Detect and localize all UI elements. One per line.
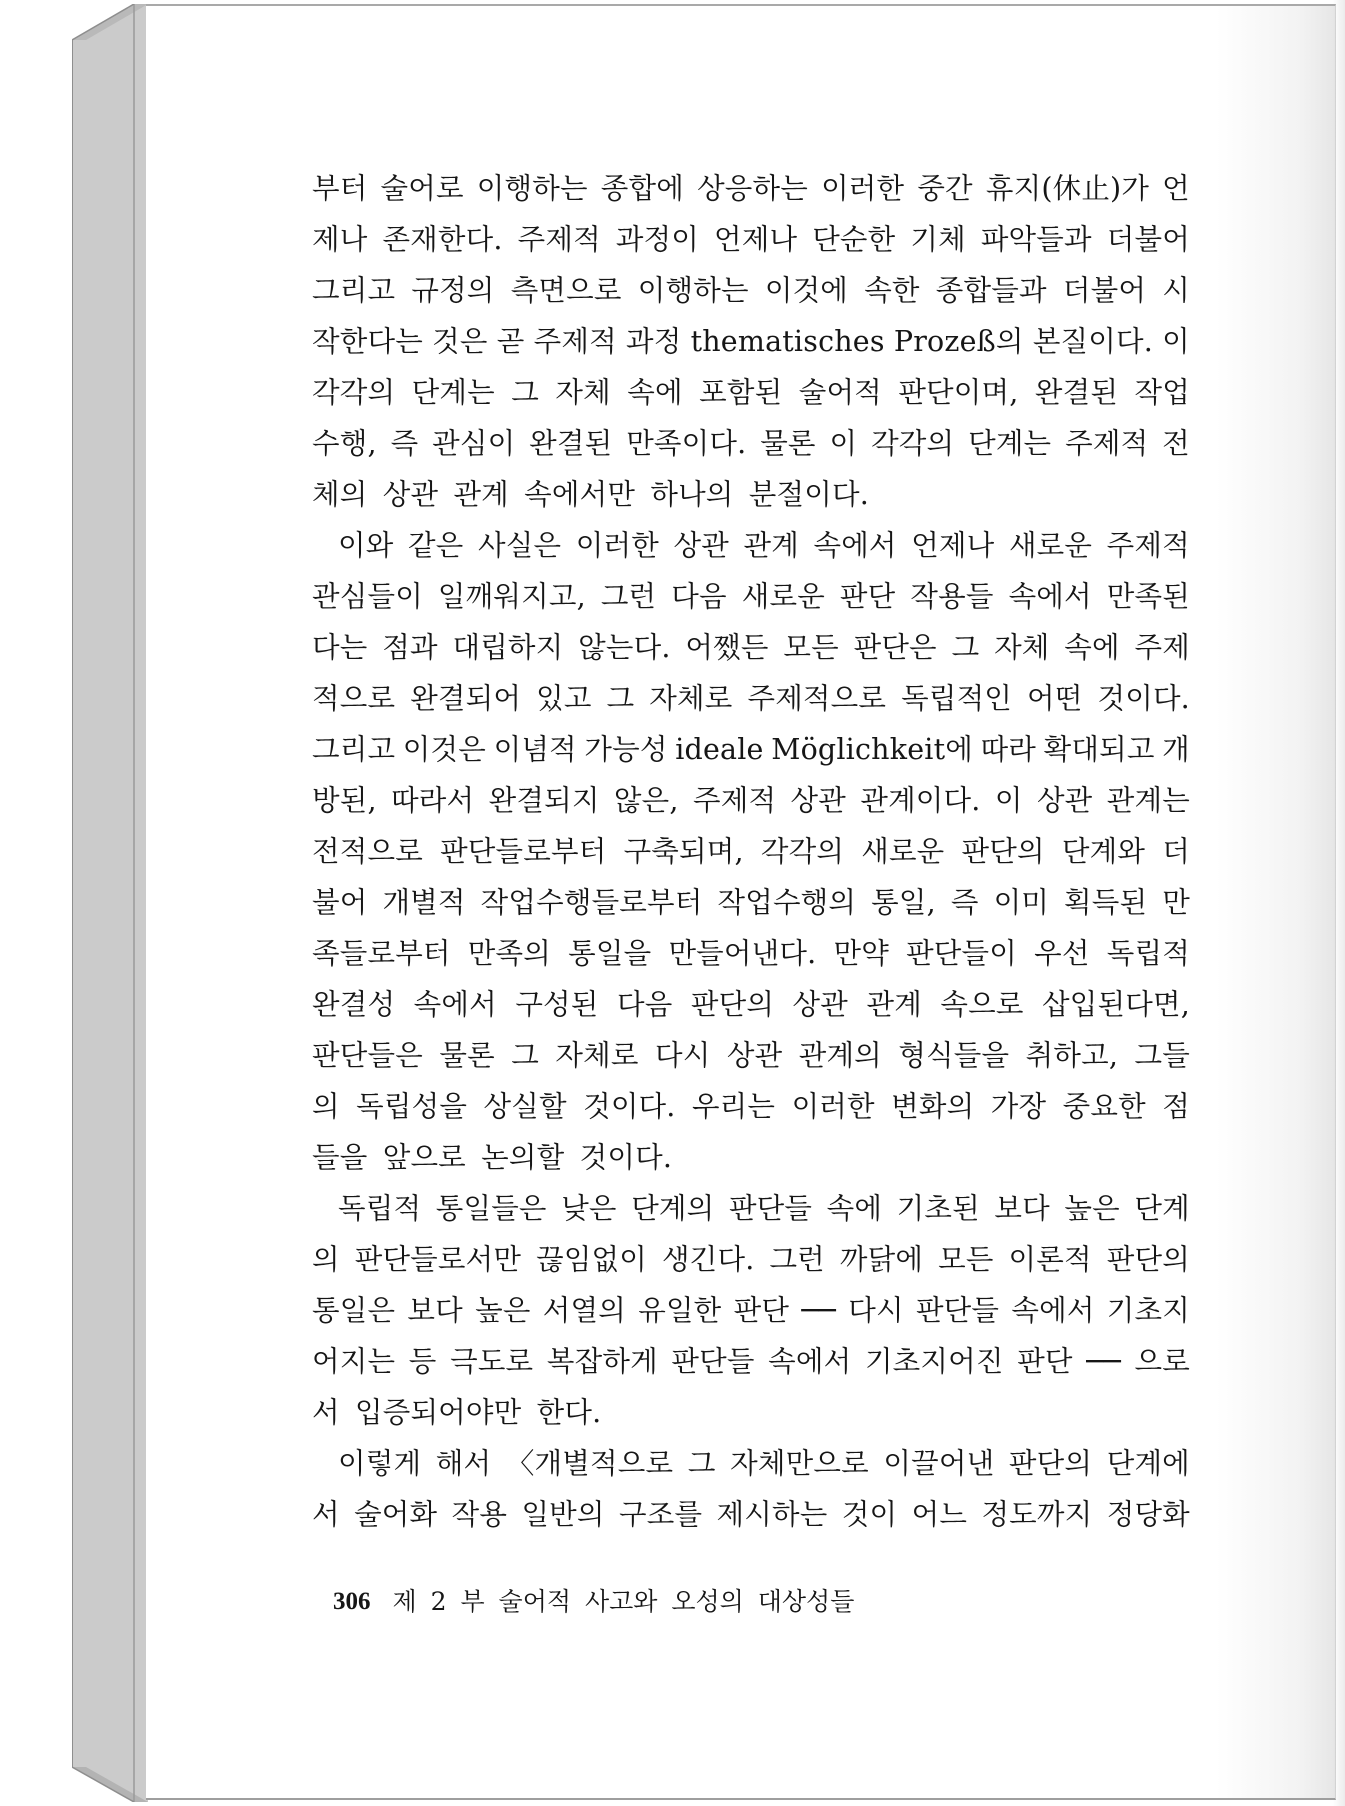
text-line: 체의 상관 관계 속에서만 하나의 분절이다.	[312, 478, 869, 511]
text-line: 족들로부터 만족의 통일을 만들어낸다. 만약 판단들이 우선 독립적	[312, 937, 1190, 970]
text-line: 제나 존재한다. 주제적 과정이 언제나 단순한 기체 파악들과 더불어	[312, 223, 1190, 256]
running-title: 제 2 부 술어적 사고와 오성의 대상성들	[392, 1587, 855, 1616]
text-line: 수행, 즉 관심이 완결된 만족이다. 물론 이 각각의 단계는 주제적 전	[312, 427, 1190, 460]
page-number: 306	[333, 1588, 371, 1615]
text-line: 작한다는 것은 곧 주제적 과정 thematisches Prozeß의 본질이다. 이	[312, 325, 1190, 358]
text-line: 이렇게 해서 〈개별적으로 그 자체만으로 이끌어낸 판단의 단계에	[338, 1447, 1190, 1480]
text-line: 서 술어화 작용 일반의 구조를 제시하는 것이 어느 정도까지 정당화	[312, 1498, 1190, 1531]
page-footer	[333, 1582, 854, 1622]
text-line: 완결성 속에서 구성된 다음 판단의 상관 관계 속으로 삽입된다면,	[312, 988, 1190, 1021]
text-line: 부터 술어로 이행하는 종합에 상응하는 이러한 중간 휴지(休止)가 언	[312, 172, 1190, 205]
text-line: 어지는 등 극도로 복잡하게 판단들 속에서 기초지어진 판단 ── 으로	[312, 1345, 1190, 1378]
text-line: 들을 앞으로 논의할 것이다.	[312, 1141, 673, 1174]
text-line: 불어 개별적 작업수행들로부터 작업수행의 통일, 즉 이미 획득된 만	[312, 886, 1190, 919]
text-line: 의 판단들로서만 끊임없이 생긴다. 그런 까닭에 모든 이론적 판단의	[312, 1243, 1190, 1276]
text-line: 판단들은 물론 그 자체로 다시 상관 관계의 형식들을 취하고, 그들	[312, 1039, 1190, 1072]
text-line: 이와 같은 사실은 이러한 상관 관계 속에서 언제나 새로운 주제적	[338, 529, 1190, 562]
book-spine	[72, 4, 148, 1802]
text-line: 각각의 단계는 그 자체 속에 포함된 술어적 판단이며, 완결된 작업	[312, 376, 1190, 409]
text-line: 통일은 보다 높은 서열의 유일한 판단 ── 다시 판단들 속에서 기초지	[312, 1294, 1190, 1327]
text-line: 방된, 따라서 완결되지 않은, 주제적 상관 관계이다. 이 상관 관계는	[312, 784, 1190, 817]
text-line: 그리고 규정의 측면으로 이행하는 이것에 속한 종합들과 더불어 시	[312, 274, 1190, 307]
text-line: 적으로 완결되어 있고 그 자체로 주제적으로 독립적인 어떤 것이다.	[312, 682, 1190, 715]
text-line: 전적으로 판단들로부터 구축되며, 각각의 새로운 판단의 단계와 더	[312, 835, 1190, 868]
text-line: 독립적 통일들은 낮은 단계의 판단들 속에 기초된 보다 높은 단계	[338, 1192, 1190, 1225]
text-line: 의 독립성을 상실할 것이다. 우리는 이러한 변화의 가장 중요한 점	[312, 1090, 1190, 1123]
page-edge-shadow	[1333, 0, 1345, 1806]
body-text	[312, 163, 1190, 1540]
text-line: 다는 점과 대립하지 않는다. 어쨌든 모든 판단은 그 자체 속에 주제	[312, 631, 1190, 664]
text-line: 서 입증되어야만 한다.	[312, 1396, 602, 1429]
text-line: 그리고 이것은 이념적 가능성 ideale Möglichkeit에 따라 확대되고 개	[312, 733, 1190, 766]
text-line: 관심들이 일깨워지고, 그런 다음 새로운 판단 작용들 속에서 만족된	[312, 580, 1190, 613]
